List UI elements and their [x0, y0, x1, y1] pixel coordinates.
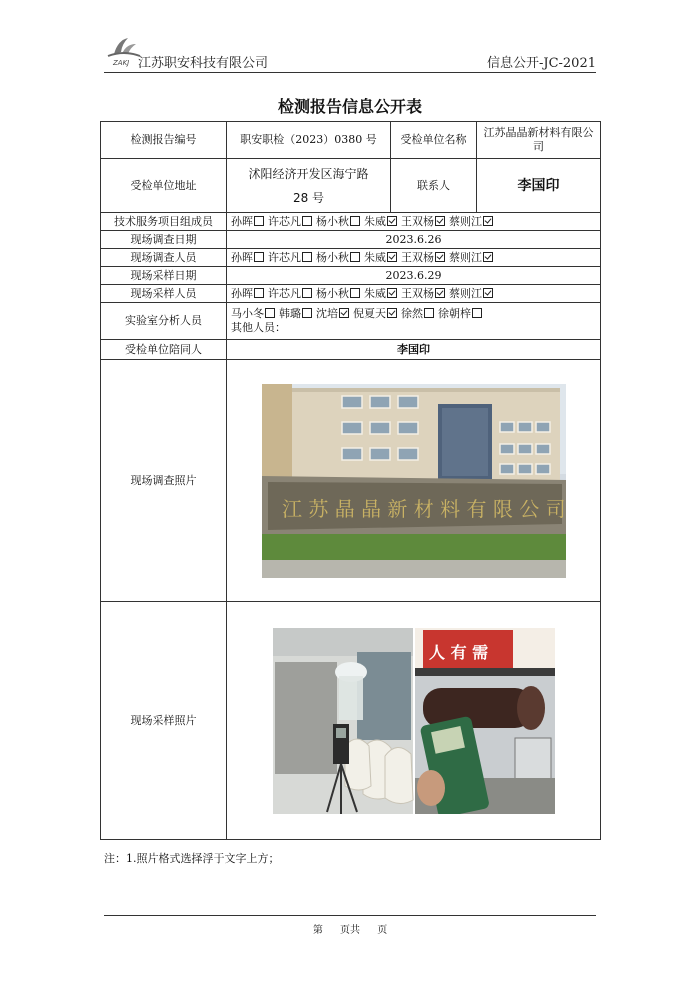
page-header: [104, 38, 596, 72]
staff-item: [401, 287, 449, 300]
row-survey-photo: [101, 360, 601, 602]
page-info: [0, 921, 700, 936]
info-table: [100, 121, 601, 840]
survey-date-value: 2023.6.26: [227, 231, 601, 249]
survey-staff-label: 现场调查人员: [101, 249, 227, 267]
page-of-label: 页共: [340, 925, 360, 936]
lab-cell: [227, 303, 601, 340]
row-lab: [101, 303, 601, 340]
row-accompany: [101, 340, 601, 360]
team-checklist: [227, 213, 601, 231]
staff-item: [438, 307, 486, 320]
staff-item: [364, 215, 401, 228]
survey-date-label: 现场调查日期: [101, 231, 227, 249]
sampling-photos: [273, 628, 555, 814]
unchecked-box-icon[interactable]: [302, 308, 312, 318]
unchecked-box-icon[interactable]: [302, 252, 312, 262]
staff-name: 许芯凡: [268, 286, 301, 300]
footer-rule: [104, 915, 596, 916]
unchecked-box-icon[interactable]: [254, 288, 264, 298]
checked-box-icon[interactable]: [387, 216, 397, 226]
staff-item: [268, 251, 316, 264]
staff-item: [401, 307, 438, 320]
staff-item: [231, 251, 268, 264]
sampling-date-label: 现场采样日期: [101, 267, 227, 285]
survey-photo-cell: [227, 360, 601, 602]
company-name: 江苏职安科技有限公司: [138, 56, 269, 71]
unchecked-box-icon[interactable]: [424, 308, 434, 318]
accompany-label: 受检单位陪同人: [101, 340, 227, 360]
staff-item: [316, 215, 364, 228]
contact-label: 联系人: [391, 159, 477, 213]
checked-box-icon[interactable]: [435, 288, 445, 298]
unchecked-box-icon[interactable]: [265, 308, 275, 318]
unchecked-box-icon[interactable]: [302, 216, 312, 226]
staff-name: 朱威: [364, 250, 386, 264]
staff-name: 韩璐: [279, 307, 301, 320]
checked-box-icon[interactable]: [483, 288, 493, 298]
row-sampling-date: [101, 267, 601, 285]
checked-box-icon[interactable]: [435, 216, 445, 226]
staff-item: [231, 287, 268, 300]
staff-name: 王双杨: [401, 214, 434, 228]
staff-item: [449, 251, 497, 264]
checked-box-icon[interactable]: [339, 308, 349, 318]
address-line-2: 28 号: [292, 190, 325, 205]
staff-name: 徐朝梓: [438, 307, 471, 320]
staff-item: [401, 215, 449, 228]
staff-item: [231, 215, 268, 228]
unchecked-box-icon[interactable]: [350, 216, 360, 226]
survey-photo: [262, 384, 566, 578]
staff-name: 徐然: [401, 307, 423, 320]
staff-name: 孙晖: [231, 250, 253, 264]
sign-text: 江 苏 晶 晶 新 材 料 有 限 公 司: [281, 496, 566, 521]
staff-item: [268, 287, 316, 300]
shop-sign-text: 人 有 需: [428, 642, 488, 662]
sampling-staff-checklist: [227, 285, 601, 303]
unchecked-box-icon[interactable]: [350, 288, 360, 298]
staff-name: 倪夏天: [353, 307, 386, 320]
staff-item: [401, 251, 449, 264]
survey-photo-image: [262, 384, 566, 578]
unchecked-box-icon[interactable]: [472, 308, 482, 318]
staff-item: [316, 287, 364, 300]
lab-label: 实验室分析人员: [101, 303, 227, 340]
staff-item: [353, 307, 401, 320]
document-number: 信息公开-JC-2021: [486, 56, 596, 71]
unchecked-box-icon[interactable]: [254, 216, 264, 226]
staff-name: 沈培: [316, 307, 338, 320]
lab-checklist: [231, 307, 596, 321]
staff-name: 蔡则江: [449, 286, 482, 300]
checked-box-icon[interactable]: [387, 252, 397, 262]
unchecked-box-icon[interactable]: [350, 252, 360, 262]
accompany-value: 李国印: [227, 340, 601, 360]
staff-name: 朱威: [364, 286, 386, 300]
staff-name: 马小冬: [231, 307, 264, 320]
checked-box-icon[interactable]: [483, 252, 493, 262]
staff-name: 王双杨: [401, 286, 434, 300]
staff-name: 朱威: [364, 214, 386, 228]
staff-name: 许芯凡: [268, 214, 301, 228]
report-no-label: 检测报告编号: [101, 122, 227, 159]
page-title: 检测报告信息公开表: [277, 97, 422, 116]
staff-item: [316, 307, 353, 320]
logo-text: ZAKJ: [113, 59, 130, 67]
sampling-photo-cell: [227, 602, 601, 840]
staff-item: [449, 215, 497, 228]
row-survey-staff: [101, 249, 601, 267]
unchecked-box-icon[interactable]: [254, 252, 264, 262]
staff-name: 王双杨: [401, 250, 434, 264]
staff-item: [268, 215, 316, 228]
unchecked-box-icon[interactable]: [302, 288, 312, 298]
staff-name: 孙晖: [231, 214, 253, 228]
team-label: 技术服务项目组成员: [101, 213, 227, 231]
header-rule: [104, 72, 596, 73]
sampling-date-value: 2023.6.29: [227, 267, 601, 285]
address-value: [227, 159, 391, 213]
sampling-photo-label: 现场采样照片: [101, 602, 227, 840]
staff-item: [364, 251, 401, 264]
row-address: [101, 159, 601, 213]
row-report-no: [101, 122, 601, 159]
page-end-label: 页: [377, 925, 388, 936]
row-sampling-staff: [101, 285, 601, 303]
sampling-staff-label: 现场采样人员: [101, 285, 227, 303]
staff-name: 蔡则江: [449, 250, 482, 264]
staff-item: [316, 251, 364, 264]
checked-box-icon[interactable]: [483, 216, 493, 226]
row-sampling-photo: [101, 602, 601, 840]
staff-name: 杨小秋: [316, 250, 349, 264]
staff-item: [449, 287, 497, 300]
staff-name: 孙晖: [231, 286, 253, 300]
row-survey-date: [101, 231, 601, 249]
address-line-1: 沭阳经济开发区海宁路: [248, 166, 369, 181]
contact-value: 李国印: [477, 159, 601, 213]
report-no-value: 职安职检（2023）0380 号: [227, 122, 391, 159]
staff-item: [231, 307, 279, 320]
unit-name-value: 江苏晶晶新材料有限公司: [477, 122, 601, 159]
footnote: 注：1.照片格式选择浮于文字上方；: [104, 852, 280, 865]
address-label: 受检单位地址: [101, 159, 227, 213]
staff-item: [364, 287, 401, 300]
page-label: 第: [312, 925, 323, 936]
staff-item: [279, 307, 316, 320]
staff-name: 蔡则江: [449, 214, 482, 228]
lab-other-label: 其他人员：: [231, 321, 286, 334]
checked-box-icon[interactable]: [387, 308, 397, 318]
staff-name: 杨小秋: [316, 214, 349, 228]
checked-box-icon[interactable]: [435, 252, 445, 262]
unit-name-label: 受检单位名称: [391, 122, 477, 159]
sampling-photo-image: [273, 628, 555, 814]
checked-box-icon[interactable]: [387, 288, 397, 298]
row-team: [101, 213, 601, 231]
survey-staff-checklist: [227, 249, 601, 267]
staff-name: 许芯凡: [268, 250, 301, 264]
survey-photo-label: 现场调查照片: [101, 360, 227, 602]
staff-name: 杨小秋: [316, 286, 349, 300]
